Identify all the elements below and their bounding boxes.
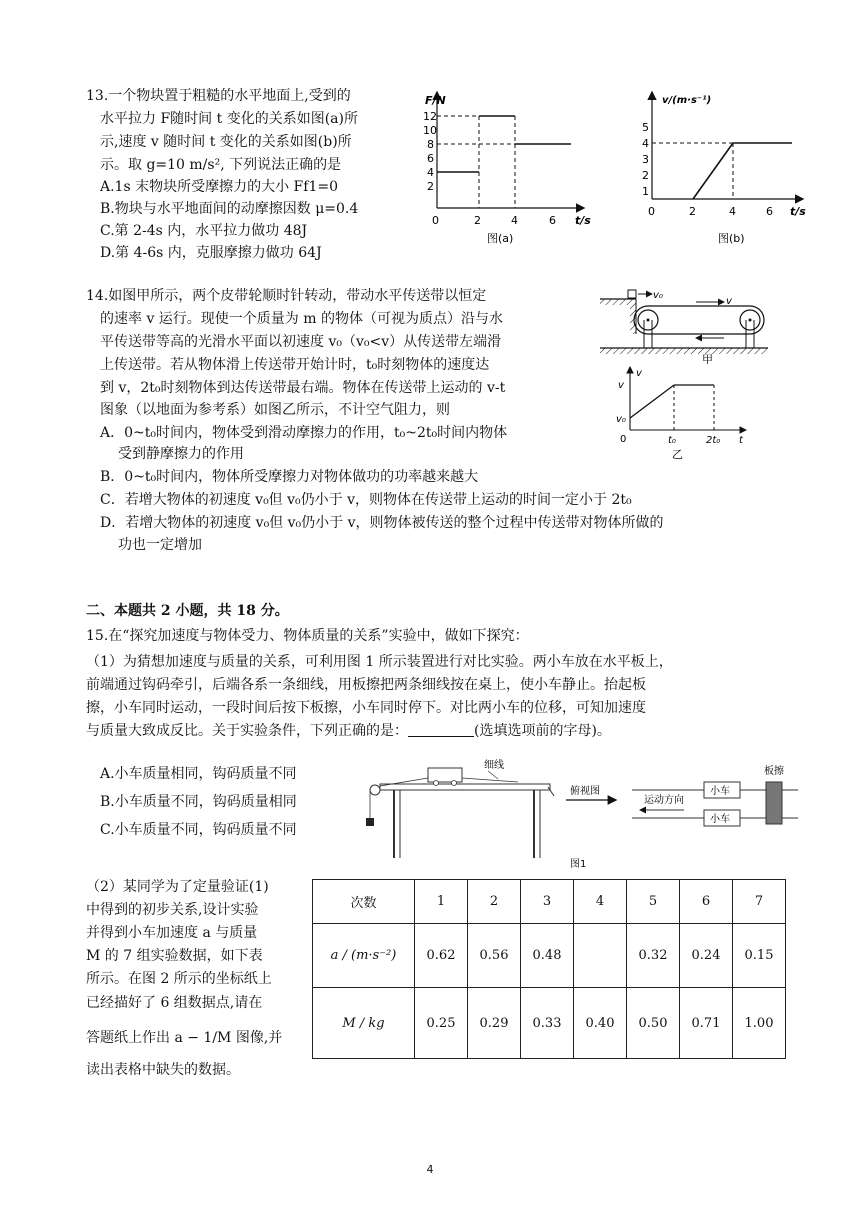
graph-a-ytick: 4 xyxy=(427,166,434,179)
fig-jia-v0: v₀ xyxy=(653,290,663,301)
table-row xyxy=(313,880,786,924)
q13-line-1: 13.一个物块置于粗糙的水平地面上,受到的 xyxy=(86,88,351,104)
block-icon xyxy=(628,290,636,298)
q15-part2-line-8: 读出表格中缺失的数据。 xyxy=(86,1062,240,1078)
fig-jia-caption: 甲 xyxy=(702,353,713,364)
graph-a-xlabel: t/s xyxy=(575,214,591,227)
q14-option-b: B．0~t₀时间内，物体所受摩擦力对物体做功的功率越来越大 xyxy=(100,469,479,485)
q15-part1-question: 与质量大致成反比。关于实验条件，下列正确的是： xyxy=(86,723,408,739)
lab-table-top xyxy=(380,784,550,790)
table-cell: 0.40 xyxy=(574,988,627,1059)
graph-a-xtick: 4 xyxy=(511,214,518,227)
acceleration-label: a / (m·s⁻²) xyxy=(313,924,415,988)
graph-a-ytick: 2 xyxy=(427,180,434,193)
graph-b-xtick: 6 xyxy=(766,205,773,218)
cart-icon xyxy=(428,768,462,782)
graph-a-xtick: 6 xyxy=(549,214,556,227)
q13-option-c: C.第 2-4s 内，水平拉力做功 48J xyxy=(100,223,308,239)
fig-yi-2t0: 2t₀ xyxy=(706,435,721,446)
q15-part1-line-1: （1）为猜想加速度与质量的关系，可利用图 1 所示装置进行对比实验。两小车放在水平板上， xyxy=(86,654,673,670)
table-cell: 0.71 xyxy=(680,988,733,1059)
fig-yi-v-mark: v xyxy=(618,380,624,391)
table-cell: 7 xyxy=(733,880,786,924)
fig-jia-v: v xyxy=(726,296,732,307)
graph-a-ytick: 8 xyxy=(427,138,434,151)
table-cell: 0.62 xyxy=(415,924,468,988)
q14-line-3: 平传送带等高的光滑水平面以初速度 v₀（v₀<v）从传送带左端滑 xyxy=(100,334,502,350)
table-cell: 3 xyxy=(521,880,574,924)
graph-b-xtick: 0 xyxy=(648,205,655,218)
velocity-time-graph xyxy=(620,85,810,245)
graph-a-ytick: 12 xyxy=(423,110,437,123)
top-cart-2-label: 小车 xyxy=(710,814,730,825)
q14-option-a: A．0~t₀时间内，物体受到滑动摩擦力的作用，t₀~2t₀时间内物体 xyxy=(100,425,508,441)
graph-b-ytick: 1 xyxy=(642,185,649,198)
q14-option-c: C．若增大物体的初速度 v₀但 v₀仍小于 v，则物体在传送带上运动的时间一定小于 2t₀ xyxy=(100,492,632,508)
table-cell: 0.32 xyxy=(627,924,680,988)
table-row xyxy=(313,924,786,988)
q14-option-d-cont: 功也一定增加 xyxy=(118,537,202,553)
table-cell: 4 xyxy=(574,880,627,924)
q15-part2-line-5: 所示。在图 2 所示的坐标纸上 xyxy=(86,971,272,987)
section-heading: 二、本题共 2 小题，共 18 分。 xyxy=(86,603,289,619)
q13-line-2: 水平拉力 F随时间 t 变化的关系如图(a)所 xyxy=(100,111,358,127)
table-cell: 1 xyxy=(415,880,468,924)
table-cell: 0.33 xyxy=(521,988,574,1059)
force-time-graph xyxy=(415,85,595,245)
table-cell: 5 xyxy=(627,880,680,924)
q15-part2-line-3: 并得到小车加速度 a 与质量 xyxy=(86,925,258,941)
fig-yi-t0: t₀ xyxy=(668,435,676,446)
graph-b-xtick: 4 xyxy=(729,205,736,218)
table-cell: 0.29 xyxy=(468,988,521,1059)
top-cart-1-label: 小车 xyxy=(710,786,730,797)
q15-part2-line-6: 已经描好了 6 组数据点,请在 xyxy=(86,995,263,1011)
graph-a-ytick: 6 xyxy=(427,152,434,165)
top-view-label: 俯视图 xyxy=(570,786,600,797)
answer-blank[interactable] xyxy=(408,722,474,737)
q14-line-1: 14.如图甲所示，两个皮带轮顺时针转动，带动水平传送带以恒定 xyxy=(86,288,487,304)
missing-value-cell[interactable] xyxy=(574,924,627,988)
table-cell: 2 xyxy=(468,880,521,924)
table-cell: 0.48 xyxy=(521,924,574,988)
eraser-label: 板擦 xyxy=(764,766,784,777)
graph-b-xtick: 2 xyxy=(689,205,696,218)
q13-option-d: D.第 4-6s 内，克服摩擦力做功 64J xyxy=(100,245,322,261)
graph-b-ramp xyxy=(693,143,733,199)
graph-b-ytick: 4 xyxy=(642,137,649,150)
q15-option-c: C.小车质量不同，钩码质量不同 xyxy=(100,822,297,838)
page-number: 4 xyxy=(426,1163,434,1176)
q15-part1-hint: (选填选项前的字母)。 xyxy=(474,723,611,739)
table-cell: 0.50 xyxy=(627,988,680,1059)
graph-b-caption: 图(b) xyxy=(718,232,745,245)
q14-line-2: 的速率 v 运行。现使一个质量为 m 的物体（可视为质点）沿与水 xyxy=(100,311,503,327)
q14-option-a-cont: 受到静摩擦力的作用 xyxy=(118,446,244,462)
q15-part2-line-2: 中得到的初步关系,设计实验 xyxy=(86,902,259,918)
conveyor-figure xyxy=(596,286,772,364)
table-cell: 0.56 xyxy=(468,924,521,988)
graph-b-ylabel: v/(m·s⁻¹) xyxy=(662,95,712,106)
q15-part2-line-4: M 的 7 组实验数据，如下表 xyxy=(86,948,263,964)
q15-part1-line-2: 前端通过钩码牵引，后端各系一条细线，用板擦把两条细线按在桌上，使小车静止。抬起板 xyxy=(86,677,646,693)
table-cell: 0.24 xyxy=(680,924,733,988)
pulley-icon xyxy=(370,785,380,795)
fig-yi-t-axis: t xyxy=(739,435,743,446)
fig-yi-ramp xyxy=(630,385,674,418)
graph-b-ytick: 3 xyxy=(642,153,649,166)
graph-a-ylabel: F/N xyxy=(425,94,446,107)
table-row xyxy=(313,988,786,1059)
q15-part2-line-1: （2）某同学为了定量验证(1) xyxy=(86,879,269,895)
q14-line-5: 到 v，2t₀时刻物体到达传送带最右端。物体在传送带上运动的 v-t xyxy=(100,380,506,396)
q15-part1-line-3: 擦，小车同时运动，一段时间后按下板擦，小车同时停下。对比两小车的位移，可知加速度 xyxy=(86,700,646,716)
q13-option-b: B.物块与水平地面间的动摩擦因数 μ=0.4 xyxy=(100,201,359,217)
table-cell: 0.15 xyxy=(733,924,786,988)
mass-label: M / kg xyxy=(313,988,415,1059)
q13-line-3: 示,速度 v 随时间 t 变化的关系如图(b)所 xyxy=(100,134,352,150)
graph-a-xtick: 2 xyxy=(474,214,481,227)
fig-yi-v0-mark: v₀ xyxy=(616,414,626,425)
q15-part1-line-4 xyxy=(86,721,611,741)
graph-b-ytick: 2 xyxy=(642,169,649,182)
q13-option-a: A.1s 末物块所受摩擦力的大小 Ff1=0 xyxy=(100,179,338,195)
q15-title: 15.在“探究加速度与物体受力、物体质量的关系”实验中，做如下探究： xyxy=(86,628,529,644)
fig-yi-origin: 0 xyxy=(620,434,627,445)
q15-option-b: B.小车质量不同，钩码质量相同 xyxy=(100,794,297,810)
table-cell: 1.00 xyxy=(733,988,786,1059)
graph-b-xlabel: t/s xyxy=(790,205,806,218)
direction-label: 运动方向 xyxy=(644,795,684,806)
data-table xyxy=(312,879,786,1059)
table-cell: 0.25 xyxy=(415,988,468,1059)
graph-b-ytick: 5 xyxy=(642,121,649,134)
graph-a-ytick: 10 xyxy=(423,124,437,137)
fig-yi-v-axis: v xyxy=(636,368,642,379)
q14-option-d: D．若增大物体的初速度 v₀但 v₀仍小于 v，则物体被传送的整个过程中传送带对物体所做的 xyxy=(100,515,664,531)
table-header-label: 次数 xyxy=(313,880,415,924)
graph-a-xtick: 0 xyxy=(432,214,439,227)
apparatus-figure xyxy=(358,756,808,872)
hook-weight-icon xyxy=(366,818,374,826)
q15-part2-line-7: 答题纸上作出 a − 1/M 图像,并 xyxy=(86,1030,283,1046)
figure-1-caption: 图1 xyxy=(570,859,587,870)
table-cell: 6 xyxy=(680,880,733,924)
q15-option-a: A.小车质量相同，钩码质量不同 xyxy=(100,766,297,782)
q14-line-6: 图象（以地面为参考系）如图乙所示，不计空气阻力，则 xyxy=(100,402,450,418)
conveyor-vt-graph xyxy=(612,364,762,464)
eraser-icon xyxy=(766,782,782,824)
q14-line-4: 上传送带。若从物体滑上传送带开始计时，t₀时刻物体的速度达 xyxy=(100,357,490,373)
q13-line-4: 示。取 g=10 m/s², 下列说法正确的是 xyxy=(100,157,342,173)
string-label: 细线 xyxy=(484,760,504,771)
graph-a-caption: 图(a) xyxy=(487,232,514,245)
fig-yi-caption: 乙 xyxy=(672,448,683,461)
